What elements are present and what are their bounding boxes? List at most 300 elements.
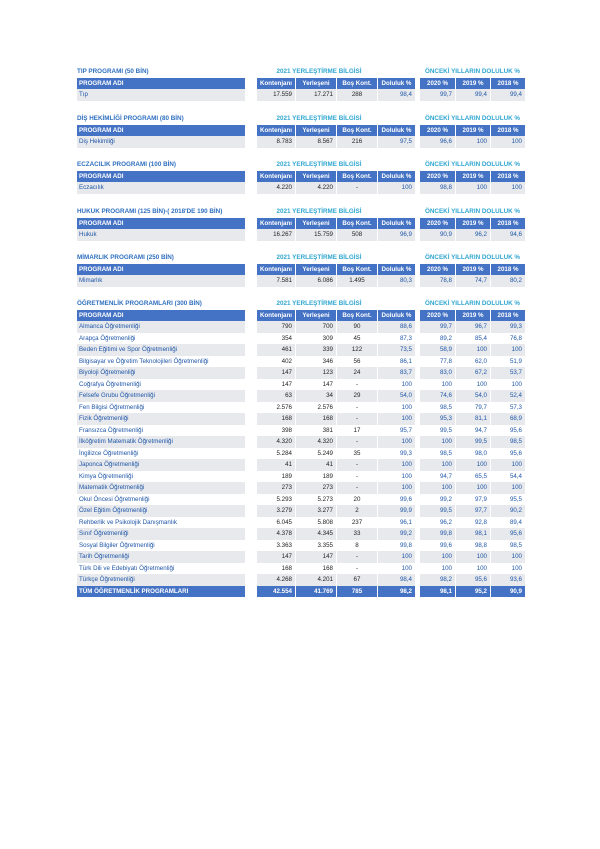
- table-cell: 100: [491, 459, 525, 471]
- previous-years-title: ÖNCEKİ YILLARIN DOLULUK %: [424, 254, 521, 261]
- program-name: Fen Bilgisi Öğretmenliği: [77, 402, 245, 414]
- program-name: Japonca Öğretmenliği: [77, 459, 245, 471]
- program-name: Fransızca Öğretmenliği: [77, 425, 245, 437]
- table-cell: 98,5: [491, 540, 525, 552]
- program-name: Türkçe Öğretmenliği: [77, 574, 245, 586]
- table-cell: 5.808: [296, 517, 336, 529]
- table-cell: 99,3: [491, 321, 525, 333]
- table-cell: 65,5: [456, 471, 490, 483]
- section-title-row: [77, 206, 525, 218]
- table-cell: 354: [257, 333, 295, 345]
- previous-years-title: ÖNCEKİ YILLARIN DOLULUK %: [424, 300, 521, 307]
- table-cell: 2.576: [296, 402, 336, 414]
- program-section: [77, 252, 525, 287]
- table-cell: 4.320: [257, 436, 295, 448]
- table-cell: 95,6: [491, 425, 525, 437]
- table-cell: 99,8: [420, 528, 455, 540]
- table-cell: 96,1: [378, 517, 415, 529]
- table-cell: 52,4: [491, 390, 525, 402]
- table-row: [77, 482, 525, 494]
- table-row: [77, 494, 525, 506]
- program-name: Hukuk: [77, 229, 245, 241]
- column-header: 2020 %: [420, 171, 455, 183]
- table-cell: 100: [420, 563, 455, 575]
- total-cell: 90,9: [491, 586, 525, 598]
- table-cell: 73,5: [378, 344, 415, 356]
- table-row: [77, 367, 525, 379]
- column-header: 2019 %: [456, 125, 490, 137]
- table-cell: 100: [456, 182, 490, 194]
- table-cell: 100: [378, 379, 415, 391]
- column-header: Doluluk %: [378, 78, 415, 90]
- column-header: 2020 %: [420, 218, 455, 230]
- table-cell: 96,2: [456, 229, 490, 241]
- program-name: Arapça Öğretmenliği: [77, 333, 245, 345]
- table-cell: 20: [337, 494, 377, 506]
- program-name: İngilizce Öğretmenliği: [77, 448, 245, 460]
- table-cell: 147: [257, 379, 295, 391]
- column-header: Doluluk %: [378, 310, 415, 322]
- column-header: 2019 %: [456, 310, 490, 322]
- table-cell: 100: [456, 563, 490, 575]
- section-title-row: [77, 66, 525, 78]
- column-header: Boş Kont.: [337, 171, 377, 183]
- table-cell: 99,2: [378, 528, 415, 540]
- column-header: PROGRAM ADI: [77, 264, 245, 276]
- table-cell: 35: [337, 448, 377, 460]
- table-cell: 94,7: [420, 471, 455, 483]
- table-row: [77, 448, 525, 460]
- table-row: [77, 436, 525, 448]
- total-cell: 42.554: [257, 586, 295, 598]
- program-name: Mimarlık: [77, 275, 245, 287]
- program-name: Kimya Öğretmenliği: [77, 471, 245, 483]
- program-name: Fizik Öğretmenliği: [77, 413, 245, 425]
- table-cell: 98,1: [456, 528, 490, 540]
- table-row: [77, 471, 525, 483]
- table-cell: 79,7: [456, 402, 490, 414]
- table-cell: 90,2: [491, 505, 525, 517]
- table-cell: 58,9: [420, 344, 455, 356]
- table-row: [77, 540, 525, 552]
- program-section: [77, 298, 525, 597]
- table-cell: 100: [456, 136, 490, 148]
- table-cell: 100: [420, 379, 455, 391]
- table-cell: 83,7: [378, 367, 415, 379]
- table-cell: 76,8: [491, 333, 525, 345]
- program-name: Rehberlik ve Psikolojik Danışmanlık: [77, 517, 245, 529]
- table-row: [77, 379, 525, 391]
- table-cell: 100: [491, 551, 525, 563]
- table-cell: 99,7: [420, 89, 455, 101]
- table-cell: 34: [296, 390, 336, 402]
- table-cell: 96,6: [420, 136, 455, 148]
- table-cell: 147: [296, 551, 336, 563]
- table-row: [77, 528, 525, 540]
- table-row: [77, 321, 525, 333]
- table-cell: 80,2: [491, 275, 525, 287]
- table-cell: 3.279: [257, 505, 295, 517]
- column-header: PROGRAM ADI: [77, 125, 245, 137]
- table-cell: 402: [257, 356, 295, 368]
- column-header: PROGRAM ADI: [77, 78, 245, 90]
- table-cell: 147: [296, 379, 336, 391]
- table-cell: -: [337, 182, 377, 194]
- table-cell: 87,3: [378, 333, 415, 345]
- table-cell: 3.277: [296, 505, 336, 517]
- table-cell: 98,0: [456, 448, 490, 460]
- section-title: MİMARLIK PROGRAMI (250 BİN): [77, 254, 174, 261]
- table-cell: 51,9: [491, 356, 525, 368]
- table-cell: 4.268: [257, 574, 295, 586]
- program-section: [77, 66, 525, 101]
- table-cell: 790: [257, 321, 295, 333]
- table-cell: 88,6: [378, 321, 415, 333]
- table-header-row: [77, 78, 525, 90]
- table-cell: 98,5: [420, 402, 455, 414]
- column-header: Kontenjanı: [257, 171, 295, 183]
- table-cell: 4.378: [257, 528, 295, 540]
- table-cell: 99,6: [378, 494, 415, 506]
- column-header: 2018 %: [491, 218, 525, 230]
- table-cell: 89,2: [420, 333, 455, 345]
- table-row: [77, 459, 525, 471]
- table-cell: 100: [491, 182, 525, 194]
- table-cell: 100: [456, 344, 490, 356]
- table-cell: 461: [257, 344, 295, 356]
- table-cell: 99,2: [420, 494, 455, 506]
- table-cell: 4.345: [296, 528, 336, 540]
- table-cell: 5.249: [296, 448, 336, 460]
- column-header: 2018 %: [491, 310, 525, 322]
- table-cell: 98,8: [456, 540, 490, 552]
- table-cell: 168: [257, 563, 295, 575]
- placement-info-title: 2021 YERLEŞTİRME BİLGİSİ: [276, 254, 362, 261]
- table-cell: 94,6: [491, 229, 525, 241]
- table-header-row: [77, 171, 525, 183]
- table-cell: 100: [378, 182, 415, 194]
- table-cell: 95,6: [491, 528, 525, 540]
- table-cell: 17.271: [296, 89, 336, 101]
- table-cell: 99,5: [420, 425, 455, 437]
- table-cell: 100: [420, 436, 455, 448]
- column-header: PROGRAM ADI: [77, 218, 245, 230]
- section-title: ECZACILIK PROGRAMI (100 BİN): [77, 161, 177, 168]
- program-name: Sosyal Bilgiler Öğretmenliği: [77, 540, 245, 552]
- section-title-row: [77, 252, 525, 264]
- table-cell: 41: [257, 459, 295, 471]
- program-name: Beden Eğitimi ve Spor Öğretmenliği: [77, 344, 245, 356]
- table-row: [77, 182, 525, 194]
- column-header: 2019 %: [456, 78, 490, 90]
- table-cell: 99,7: [420, 321, 455, 333]
- program-name: Türk Dili ve Edebiyatı Öğretmenliği: [77, 563, 245, 575]
- column-header: Doluluk %: [378, 264, 415, 276]
- program-name: Almanca Öğretmenliği: [77, 321, 245, 333]
- table-cell: 68,9: [491, 413, 525, 425]
- table-cell: -: [337, 402, 377, 414]
- column-header: PROGRAM ADI: [77, 310, 245, 322]
- table-cell: 100: [378, 551, 415, 563]
- table-cell: 100: [491, 136, 525, 148]
- table-cell: 97,9: [456, 494, 490, 506]
- program-name: İlköğretim Matematik Öğretmenliği: [77, 436, 245, 448]
- program-section: [77, 206, 525, 241]
- table-cell: 700: [296, 321, 336, 333]
- column-header: Boş Kont.: [337, 264, 377, 276]
- table-row: [77, 574, 525, 586]
- table-cell: 381: [296, 425, 336, 437]
- table-cell: 17.559: [257, 89, 295, 101]
- table-row: [77, 89, 525, 101]
- table-cell: 74,6: [420, 390, 455, 402]
- table-cell: 62,0: [456, 356, 490, 368]
- table-row: [77, 505, 525, 517]
- table-cell: 95,7: [378, 425, 415, 437]
- column-header: Yerleşeni: [296, 171, 336, 183]
- table-cell: 16.267: [257, 229, 295, 241]
- placement-info-title: 2021 YERLEŞTİRME BİLGİSİ: [276, 300, 362, 307]
- table-cell: 5.273: [296, 494, 336, 506]
- table-cell: 99,4: [456, 89, 490, 101]
- table-cell: 74,7: [456, 275, 490, 287]
- program-name: Sınıf Öğretmenliği: [77, 528, 245, 540]
- table-row: [77, 229, 525, 241]
- table-cell: 54,0: [378, 390, 415, 402]
- table-cell: 95,6: [491, 448, 525, 460]
- table-cell: 100: [456, 379, 490, 391]
- table-cell: 189: [296, 471, 336, 483]
- column-header: 2020 %: [420, 78, 455, 90]
- table-cell: 100: [456, 482, 490, 494]
- table-cell: 3.355: [296, 540, 336, 552]
- table-cell: 98,5: [491, 436, 525, 448]
- section-title-row: [77, 298, 525, 310]
- section-title-row: [77, 113, 525, 125]
- table-cell: 100: [456, 459, 490, 471]
- total-row: [77, 586, 525, 598]
- program-name: Biyoloji Öğretmenliği: [77, 367, 245, 379]
- table-header-row: [77, 125, 525, 137]
- column-header: 2018 %: [491, 125, 525, 137]
- table-cell: 95,6: [456, 574, 490, 586]
- table-cell: 5.293: [257, 494, 295, 506]
- table-cell: 93,6: [491, 574, 525, 586]
- table-header-row: [77, 264, 525, 276]
- table-cell: 100: [378, 482, 415, 494]
- program-name: Diş Hekimliği: [77, 136, 245, 148]
- total-label: TÜM ÖĞRETMENLİK PROGRAMLARI: [77, 586, 245, 598]
- table-row: [77, 275, 525, 287]
- table-cell: 94,7: [456, 425, 490, 437]
- column-header: PROGRAM ADI: [77, 171, 245, 183]
- table-cell: 90,9: [420, 229, 455, 241]
- table-cell: 95,3: [420, 413, 455, 425]
- column-header: Yerleşeni: [296, 218, 336, 230]
- table-cell: 168: [257, 413, 295, 425]
- table-cell: 97,7: [456, 505, 490, 517]
- table-cell: 78,8: [420, 275, 455, 287]
- column-header: 2018 %: [491, 264, 525, 276]
- table-header-row: [77, 218, 525, 230]
- table-row: [77, 402, 525, 414]
- table-cell: 100: [420, 459, 455, 471]
- table-cell: 98,4: [378, 574, 415, 586]
- column-header: Boş Kont.: [337, 218, 377, 230]
- column-header: Kontenjanı: [257, 218, 295, 230]
- table-row: [77, 344, 525, 356]
- column-header: Yerleşeni: [296, 125, 336, 137]
- table-cell: 56: [337, 356, 377, 368]
- table-cell: -: [337, 482, 377, 494]
- column-header: Boş Kont.: [337, 78, 377, 90]
- section-title-row: [77, 159, 525, 171]
- table-cell: 147: [257, 551, 295, 563]
- table-row: [77, 333, 525, 345]
- table-cell: 53,7: [491, 367, 525, 379]
- table-cell: 4.220: [296, 182, 336, 194]
- table-cell: 123: [296, 367, 336, 379]
- table-cell: 98,5: [420, 448, 455, 460]
- column-header: Kontenjanı: [257, 125, 295, 137]
- table-cell: 99,5: [420, 505, 455, 517]
- total-cell: 785: [337, 586, 377, 598]
- column-header: Doluluk %: [378, 171, 415, 183]
- table-cell: 100: [491, 379, 525, 391]
- table-cell: 100: [378, 459, 415, 471]
- program-section: [77, 113, 525, 148]
- table-cell: -: [337, 379, 377, 391]
- table-row: [77, 425, 525, 437]
- table-cell: 85,4: [456, 333, 490, 345]
- table-cell: 100: [491, 563, 525, 575]
- column-header: 2019 %: [456, 264, 490, 276]
- table-cell: 309: [296, 333, 336, 345]
- table-cell: 339: [296, 344, 336, 356]
- table-cell: 92,8: [456, 517, 490, 529]
- program-name: Özel Eğitim Öğretmenliği: [77, 505, 245, 517]
- table-cell: 122: [337, 344, 377, 356]
- table-cell: 96,9: [378, 229, 415, 241]
- column-header: Yerleşeni: [296, 310, 336, 322]
- table-cell: 2.576: [257, 402, 295, 414]
- table-cell: 237: [337, 517, 377, 529]
- table-cell: 17: [337, 425, 377, 437]
- table-cell: 77,8: [420, 356, 455, 368]
- total-cell: 95,2: [456, 586, 490, 598]
- table-cell: 2: [337, 505, 377, 517]
- previous-years-title: ÖNCEKİ YILLARIN DOLULUK %: [424, 68, 521, 75]
- table-row: [77, 390, 525, 402]
- program-name: Matematik Öğretmenliği: [77, 482, 245, 494]
- previous-years-title: ÖNCEKİ YILLARIN DOLULUK %: [424, 115, 521, 122]
- table-cell: 6.086: [296, 275, 336, 287]
- column-header: 2020 %: [420, 264, 455, 276]
- table-cell: 100: [491, 344, 525, 356]
- table-cell: 100: [420, 551, 455, 563]
- column-header: Doluluk %: [378, 218, 415, 230]
- table-header-row: [77, 310, 525, 322]
- column-header: Yerleşeni: [296, 78, 336, 90]
- table-cell: 98,4: [378, 89, 415, 101]
- table-cell: 67,2: [456, 367, 490, 379]
- table-cell: 168: [296, 413, 336, 425]
- table-cell: 8.783: [257, 136, 295, 148]
- table-cell: 96,7: [456, 321, 490, 333]
- table-cell: 96,2: [420, 517, 455, 529]
- column-header: Kontenjanı: [257, 310, 295, 322]
- column-header: 2019 %: [456, 171, 490, 183]
- table-cell: 288: [337, 89, 377, 101]
- table-cell: 100: [420, 482, 455, 494]
- table-cell: 90: [337, 321, 377, 333]
- table-cell: -: [337, 436, 377, 448]
- table-cell: 54,4: [491, 471, 525, 483]
- table-cell: 5.284: [257, 448, 295, 460]
- program-name: Eczacılık: [77, 182, 245, 194]
- table-cell: 100: [378, 413, 415, 425]
- table-cell: 99,9: [378, 505, 415, 517]
- table-row: [77, 413, 525, 425]
- table-cell: 100: [456, 551, 490, 563]
- program-section: [77, 159, 525, 194]
- column-header: Kontenjanı: [257, 78, 295, 90]
- table-cell: 273: [296, 482, 336, 494]
- section-title: TIP PROGRAMI (50 BİN): [77, 68, 149, 75]
- program-name: Felsefe Grubu Öğretmenliği: [77, 390, 245, 402]
- program-name: Tarih Öğretmenliği: [77, 551, 245, 563]
- table-cell: 99,3: [378, 448, 415, 460]
- table-cell: 216: [337, 136, 377, 148]
- table-cell: 100: [378, 563, 415, 575]
- table-cell: 8: [337, 540, 377, 552]
- table-cell: 33: [337, 528, 377, 540]
- table-cell: 6.045: [257, 517, 295, 529]
- column-header: Kontenjanı: [257, 264, 295, 276]
- table-row: [77, 517, 525, 529]
- table-cell: 273: [257, 482, 295, 494]
- table-cell: 41: [296, 459, 336, 471]
- total-cell: 98,1: [420, 586, 455, 598]
- table-cell: 98,2: [420, 574, 455, 586]
- table-cell: 98,8: [420, 182, 455, 194]
- table-row: [77, 563, 525, 575]
- section-title: DİŞ HEKİMLİĞİ PROGRAMI (80 BİN): [77, 115, 184, 122]
- column-header: 2018 %: [491, 78, 525, 90]
- table-cell: 4.220: [257, 182, 295, 194]
- placement-info-title: 2021 YERLEŞTİRME BİLGİSİ: [276, 208, 362, 215]
- table-cell: 508: [337, 229, 377, 241]
- table-cell: 100: [378, 471, 415, 483]
- column-header: Doluluk %: [378, 125, 415, 137]
- table-cell: 3.363: [257, 540, 295, 552]
- table-cell: 8.567: [296, 136, 336, 148]
- table-cell: 4.201: [296, 574, 336, 586]
- table-cell: 4.320: [296, 436, 336, 448]
- column-header: 2020 %: [420, 125, 455, 137]
- table-cell: 80,3: [378, 275, 415, 287]
- placement-info-title: 2021 YERLEŞTİRME BİLGİSİ: [276, 115, 362, 122]
- table-cell: 7.581: [257, 275, 295, 287]
- table-cell: 100: [378, 402, 415, 414]
- table-cell: -: [337, 413, 377, 425]
- total-cell: 41.769: [296, 586, 336, 598]
- table-row: [77, 551, 525, 563]
- table-cell: 67: [337, 574, 377, 586]
- placement-info-title: 2021 YERLEŞTİRME BİLGİSİ: [276, 161, 362, 168]
- table-cell: 100: [491, 482, 525, 494]
- table-cell: 100: [378, 436, 415, 448]
